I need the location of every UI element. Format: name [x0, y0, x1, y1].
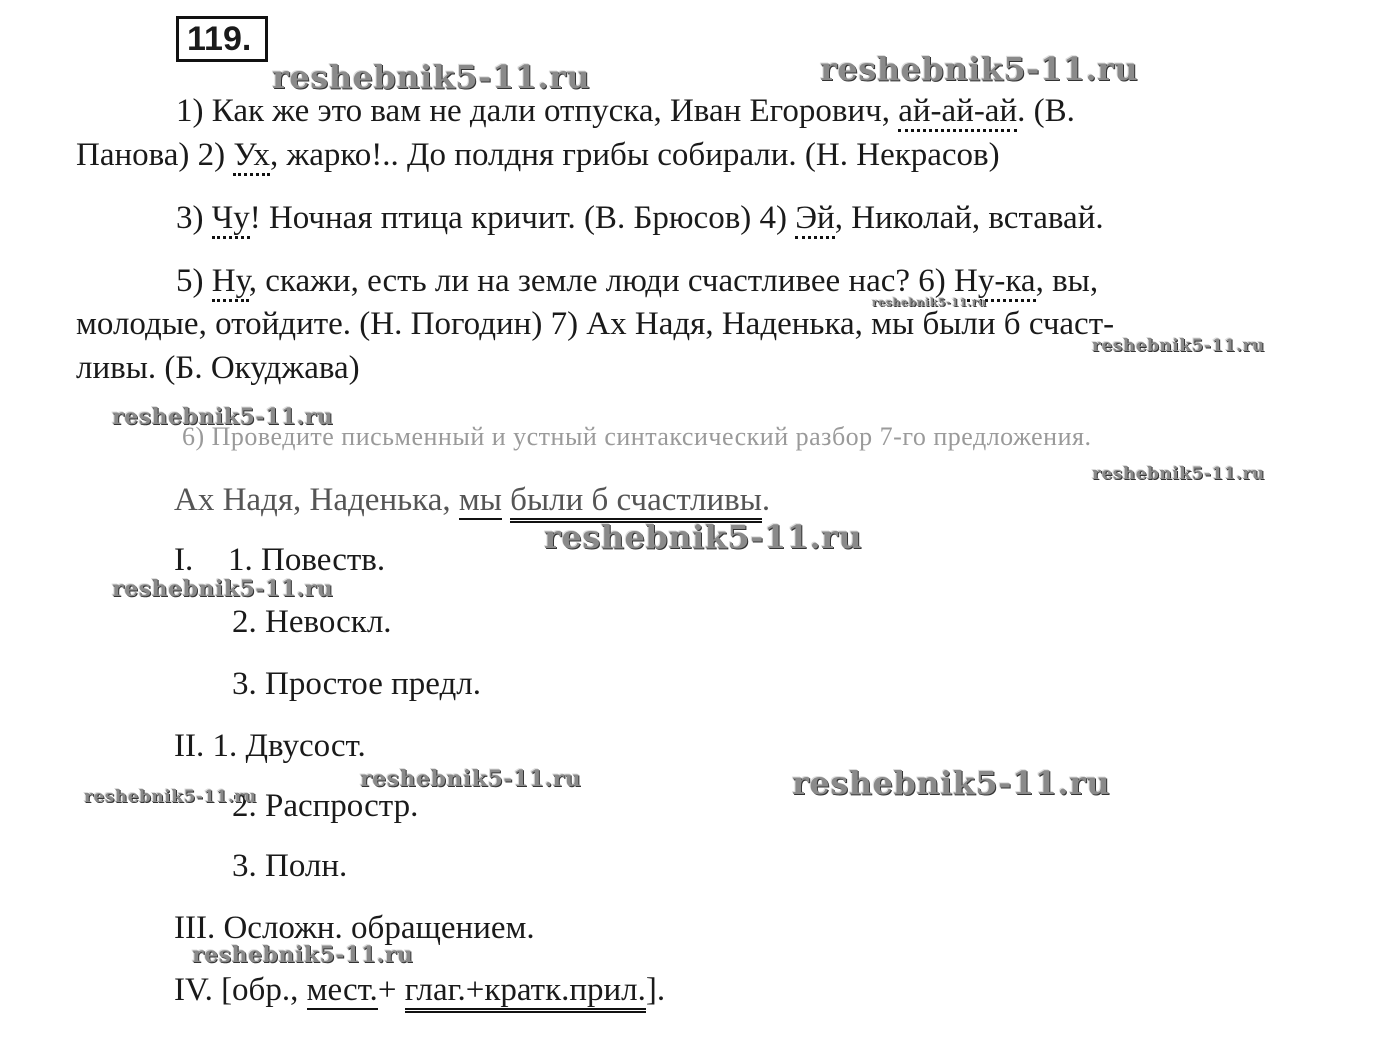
- subject: мы: [458, 482, 502, 518]
- watermark: reshebnik5-11.ru: [84, 787, 257, 807]
- paragraph-3-line-3: ливы. (Б. Окуджава): [76, 350, 360, 386]
- sentence-space: [502, 482, 510, 518]
- analysis-3: III. Осложн. обращением.: [174, 910, 535, 946]
- interjection-nu: Ну: [212, 263, 249, 302]
- watermark: reshebnik5-11.ru: [872, 296, 987, 309]
- interjection-ey: Эй: [795, 200, 834, 239]
- watermark: reshebnik5-11.ru: [360, 766, 582, 792]
- sentence-2-start: Панова) 2): [76, 137, 234, 173]
- watermark: reshebnik5-11.ru: [112, 404, 334, 430]
- sentence-1-source: . (В.: [1017, 93, 1075, 129]
- sentence-4-text: , Николай, вставай.: [834, 200, 1104, 236]
- paragraph-3-line-2: молодые, отойдите. (Н. Погодин) 7) Ах Надя, Наденька, мы были б счаст-: [76, 306, 1115, 342]
- sentence-5-text: , скажи, есть ли на земле люди счастливее нас? 6): [248, 263, 955, 299]
- interjection-ai-ai-ai: ай-ай-ай: [898, 93, 1017, 132]
- sentence-2-text: , жарко!.. До полдня грибы собирали. (Н. Некрасов): [269, 137, 1000, 173]
- interjection-ux: Ух: [233, 137, 270, 176]
- parsed-sentence: [174, 478, 770, 522]
- sentence-5-num: 5): [176, 263, 212, 299]
- task-instruction: 6) Проведите письменный и устный синтаксический разбор 7-го предложения.: [182, 422, 1092, 451]
- watermark: reshebnik5-11.ru: [192, 942, 414, 968]
- watermark: reshebnik5-11.ru: [1092, 464, 1265, 484]
- scheme-subject: мест.: [306, 972, 378, 1008]
- scheme-plus: +: [377, 972, 405, 1008]
- sentence-period: .: [761, 482, 771, 518]
- analysis-1-1: 1. Повеств.: [228, 542, 386, 578]
- scheme-predicate: глаг.+кратк.прил.: [405, 972, 646, 1013]
- interjection-chu: Чу: [212, 200, 250, 239]
- analysis-2-1: II. 1. Двусост.: [174, 728, 366, 764]
- scheme-end: ].: [645, 972, 666, 1008]
- scheme-start: IV. [обр.,: [174, 972, 307, 1008]
- watermark: reshebnik5-11.ru: [792, 764, 1111, 802]
- analysis-1-2: 2. Невоскл.: [232, 604, 392, 640]
- analysis-2-2: 2. Распростр.: [232, 788, 419, 824]
- analysis-2-3: 3. Полн.: [232, 848, 348, 884]
- analysis-section-1-label: I.: [174, 542, 194, 578]
- sentence-3-text: ! Ночная птица кричит. (В. Брюсов) 4): [249, 200, 796, 236]
- watermark: reshebnik5-11.ru: [112, 576, 334, 602]
- exercise-number: 119.: [176, 16, 268, 62]
- sentence-1-text: 1) Как же это вам не дали отпуска, Иван Егорович,: [176, 93, 899, 129]
- analysis-4-scheme: [174, 968, 665, 1012]
- watermark: reshebnik5-11.ru: [544, 518, 863, 556]
- sentence-6-text: , вы,: [1035, 263, 1099, 299]
- watermark: reshebnik5-11.ru: [272, 58, 591, 96]
- watermark: reshebnik5-11.ru: [1092, 336, 1265, 356]
- paragraph-1-line-2: [76, 133, 1000, 177]
- predicate: были б счастливы: [510, 482, 762, 523]
- watermark: reshebnik5-11.ru: [820, 50, 1139, 88]
- interjection-nu-ka: Ну-ка: [954, 263, 1036, 302]
- address-part: Ах Надя, Наденька,: [174, 482, 459, 518]
- analysis-1-3: 3. Простое предл.: [232, 666, 481, 702]
- sentence-3-num: 3): [176, 200, 212, 236]
- paragraph-2: [176, 196, 1104, 240]
